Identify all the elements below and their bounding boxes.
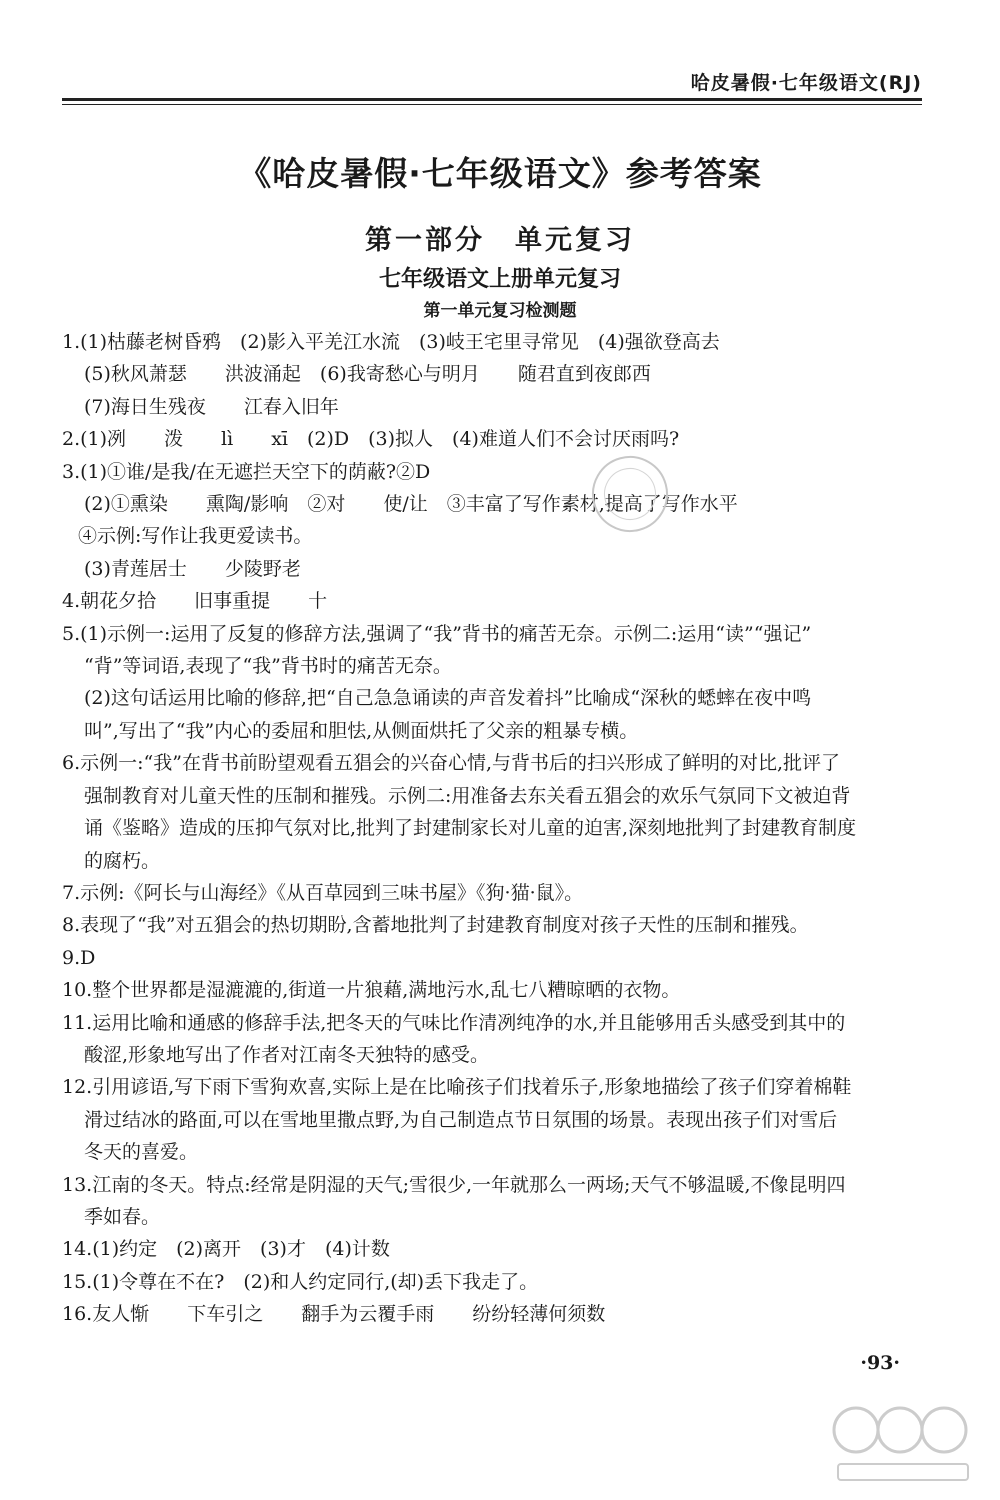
answer-line: 季如春。: [84, 1205, 161, 1228]
document-title: 《哈皮暑假·七年级语文》参考答案: [238, 154, 762, 193]
page-number: ·93·: [860, 1352, 900, 1374]
answer-line: (7)海日生残夜 江春入旧年: [84, 395, 339, 418]
answer-line: 酸涩,形象地写出了作者对江南冬天独特的感受。: [84, 1043, 490, 1066]
answer-line: (5)秋风萧瑟 洪波涌起 (6)我寄愁心与明月 随君直到夜郎西: [84, 363, 651, 386]
answer-line: 14.(1)约定 (2)离开 (3)才 (4)计数: [62, 1238, 390, 1261]
part-title: 第一部分 单元复习: [365, 225, 635, 256]
answer-line: ④示例:写作让我更爱读书。: [78, 525, 313, 548]
answer-line: 16.友人惭 下车引之 翻手为云覆手雨 纷纷轻薄何须数: [62, 1303, 606, 1326]
answer-line: 1.(1)枯藤老树昏鸦 (2)影入平羌江水流 (3)岐王宅里寻常见 (4)强欲登高去: [62, 331, 720, 353]
answer-line: 13.江南的冬天。特点:经常是阴湿的天气;雪很少,一年就那么一两场;天气不够温暖,不像昆明四: [62, 1173, 846, 1196]
answer-line: 叫”,写出了“我”内心的委屈和胆怯,从侧面烘托了父亲的粗暴专横。: [84, 719, 639, 742]
answer-line: 的腐朽。: [84, 849, 161, 872]
answer-line: 6.示例一:“我”在背书前盼望观看五猖会的兴奋心情,与背书后的扫兴形成了鲜明的对比,批评了: [62, 752, 841, 775]
unit-title: 第一单元复习检测题: [423, 301, 577, 321]
answer-line: (2)这句话运用比喻的修辞,把“自己急急诵读的声音发着抖”比喻成“深秋的蟋蟀在夜中鸣: [84, 687, 812, 710]
watermark-logo-icon: [828, 1402, 978, 1488]
answer-line: “背”等词语,表现了“我”背书时的痛苦无奈。: [84, 655, 452, 678]
answer-line: 8.表现了“我”对五猖会的热切期盼,含蓄地批判了封建教育制度对孩子天性的压制和摧残。: [62, 914, 809, 937]
running-header: 哈皮暑假·七年级语文(RJ): [690, 72, 922, 94]
answer-line: 10.整个世界都是湿漉漉的,街道一片狼藉,满地污水,乱七八糟晾晒的衣物。: [62, 979, 681, 1002]
answer-line: 3.(1)①谁/是我/在无遮拦天空下的荫蔽?②D: [62, 460, 431, 483]
answer-line: 9.D: [62, 946, 96, 969]
answer-line: 12.引用谚语,写下雨下雪狗欢喜,实际上是在比喻孩子们找着乐子,形象地描绘了孩子们穿着棉鞋: [62, 1076, 852, 1099]
answer-line: 2.(1)冽 泼 lì xī (2)D (3)拟人 (4)难道人们不会讨厌雨吗?: [62, 428, 680, 451]
answer-line: 15.(1)令尊在不在? (2)和人约定同行,(却)丢下我走了。: [62, 1270, 539, 1293]
answer-line: (3)青莲居士 少陵野老: [84, 557, 301, 580]
answer-line: 强制教育对儿童天性的压制和摧残。示例二:用准备去东关看五猖会的欢乐气氛同下文被迫背: [84, 784, 851, 807]
answer-line: 11.运用比喻和通感的修辞手法,把冬天的气味比作清冽纯净的水,并且能够用舌头感受到其中的: [62, 1011, 846, 1034]
answer-line: 4.朝花夕拾 旧事重提 十: [62, 590, 328, 613]
book-section-title: 七年级语文上册单元复习: [378, 267, 621, 292]
answer-line: (2)①熏染 熏陶/影响 ②对 使/让 ③丰富了写作素材,提高了写作水平: [84, 493, 738, 516]
answer-list: [62, 326, 932, 1331]
answer-line: 5.(1)示例一:运用了反复的修辞方法,强调了“我”背书的痛苦无奈。示例二:运用“读”“强记”: [62, 622, 812, 645]
answer-line: 冬天的喜爱。: [84, 1141, 199, 1164]
answer-line: 滑过结冰的路面,可以在雪地里撒点野,为自己制造点节日氛围的场景。表现出孩子们对雪后: [84, 1108, 838, 1131]
answer-line: 7.示例:《阿长与山海经》《从百草园到三味书屋》《狗·猫·鼠》。: [62, 881, 584, 904]
answer-line: 诵《鉴略》造成的压抑气氛对比,批判了封建制家长对儿童的迫害,深刻地批判了封建教育制度: [84, 817, 857, 840]
header-rule: [62, 98, 922, 105]
